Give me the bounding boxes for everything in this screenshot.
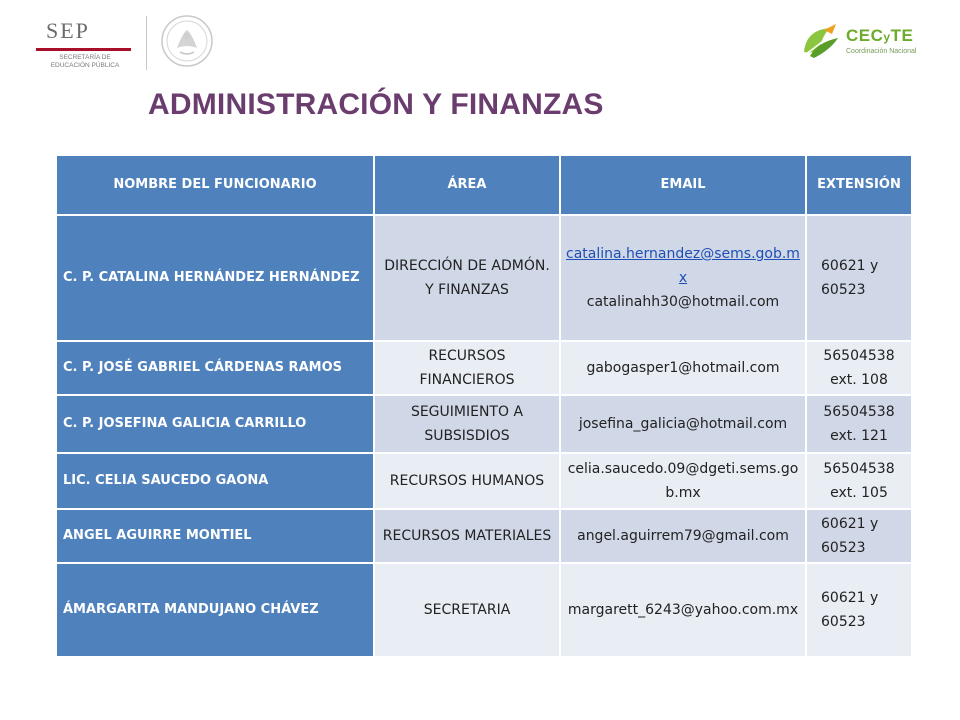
- table-header-row: [56, 155, 912, 215]
- name-cell: C. P. JOSÉ GABRIEL CÁRDENAS RAMOS: [56, 341, 374, 395]
- email-cell: josefina_galicia@hotmail.com: [560, 395, 806, 453]
- email-link[interactable]: catalina.hernandez@sems.gob.mx: [566, 246, 800, 286]
- name-cell: LIC. CELIA SAUCEDO GAONA: [56, 453, 374, 509]
- extension-cell: 60621 y 60523: [806, 509, 912, 563]
- cecyte-name-part1: CEC: [846, 26, 884, 45]
- page-title: ADMINISTRACIÓN Y FINANZAS: [148, 88, 604, 121]
- name-cell: ÁMARGARITA MANDUJANO CHÁVEZ: [56, 563, 374, 657]
- email-cell: margarett_6243@yahoo.com.mx: [560, 563, 806, 657]
- cecyte-subtitle: Coordinación Nacional: [846, 48, 917, 55]
- sep-subtitle-line2: EDUCACIÓN PÚBLICA: [50, 62, 120, 69]
- sep-logo: [36, 12, 226, 72]
- cecyte-leaf-icon: [800, 22, 844, 62]
- table-row: [56, 215, 912, 341]
- table-row: [56, 341, 912, 395]
- sep-subtitle-line1: SECRETARÍA DE: [59, 54, 111, 61]
- area-cell: RECURSOS HUMANOS: [374, 453, 560, 509]
- name-cell: C. P. JOSEFINA GALICIA CARRILLO: [56, 395, 374, 453]
- extension-cell: 56504538 ext. 121: [806, 395, 912, 453]
- email-cell: celia.saucedo.09@dgeti.sems.gob.mx: [560, 453, 806, 509]
- email-cell: angel.aguirrem79@gmail.com: [560, 509, 806, 563]
- email-cell: gabogasper1@hotmail.com: [560, 341, 806, 395]
- header-area: ÁREA: [374, 155, 560, 215]
- area-cell: SECRETARIA: [374, 563, 560, 657]
- staff-table: [55, 154, 913, 658]
- table-row: [56, 395, 912, 453]
- table-row: [56, 509, 912, 563]
- name-cell: C. P. CATALINA HERNÁNDEZ HERNÁNDEZ: [56, 215, 374, 341]
- cecyte-name-part3: TE: [890, 26, 914, 45]
- header-email: EMAIL: [560, 155, 806, 215]
- sep-logo-subtitle: [40, 54, 130, 70]
- sep-logo-text: SEP: [46, 18, 90, 43]
- extension-cell: 56504538 ext. 105: [806, 453, 912, 509]
- cecyte-name-part2: y: [883, 30, 891, 44]
- cecyte-logo: [800, 18, 930, 68]
- area-cell: RECURSOS MATERIALES: [374, 509, 560, 563]
- header-nombre: NOMBRE DEL FUNCIONARIO: [56, 155, 374, 215]
- sep-logo-bar: [36, 48, 131, 51]
- extension-cell: 60621 y 60523: [806, 215, 912, 341]
- extension-cell: 56504538 ext. 108: [806, 341, 912, 395]
- extension-cell: 60621 y 60523: [806, 563, 912, 657]
- name-cell: ANGEL AGUIRRE MONTIEL: [56, 509, 374, 563]
- mexico-seal-icon: [160, 14, 214, 68]
- area-cell: SEGUIMIENTO A SUBSISDIOS: [374, 395, 560, 453]
- email-cell: [560, 215, 806, 341]
- cecyte-name: [846, 26, 913, 46]
- area-cell: DIRECCIÓN DE ADMÓN. Y FINANZAS: [374, 215, 560, 341]
- email-text: catalinahh30@hotmail.com: [586, 294, 780, 310]
- table-row: [56, 563, 912, 657]
- logo-divider: [146, 16, 147, 70]
- table-row: [56, 453, 912, 509]
- header-extension: EXTENSIÓN: [806, 155, 912, 215]
- area-cell: RECURSOS FINANCIEROS: [374, 341, 560, 395]
